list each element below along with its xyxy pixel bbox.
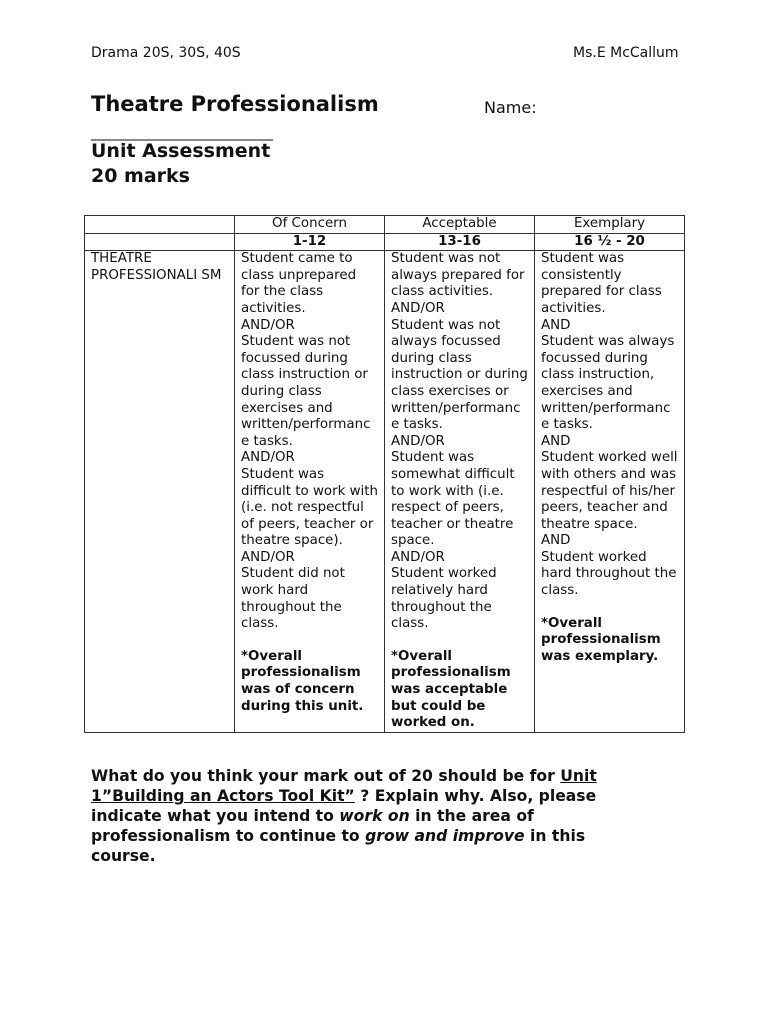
reflection-question: What do you think your mark out of 20 should be for Unit 1”Building an Actors Tool Kit” ? Explain why. Also, please indicate what you intend to work on in the area of professionalism to continue to grow and improve in this course.: [91, 767, 597, 865]
name-label: Name:: [484, 98, 537, 117]
row-label-theatre-professionalism: THEATRE PROFESSIONALI SM: [85, 251, 235, 733]
cell-of-concern: [235, 251, 385, 733]
cell-of-concern-overall: *Overall professionalism was of concern during this unit.: [241, 648, 364, 714]
range-exemplary: 16 ½ - 20: [535, 233, 685, 251]
teacher-header: Ms.E McCallum: [573, 45, 679, 61]
cell-exemplary-overall: *Overall professionalism was exemplary.: [541, 615, 661, 664]
rubric-criteria-row: [85, 251, 685, 733]
cell-of-concern-text: Student came to class unprepared for the class activities. AND/OR Student was not focussed during class instruction or during class exercises and written/performanc e tasks. AND/OR Student was difficult to work with (i.e. not respectful of peers, teacher or theatre space). AND/OR Student did not work hard throughout the class.: [241, 251, 379, 632]
cell-acceptable-text: Student was not always prepared for class activities. AND/OR Student was not always focussed during class instruction or during class exercises or written/performanc e tasks. AND/OR Student was somewhat difficult to work with (i.e. respect of peers, teacher or theatre space. AND/OR Student worked relatively hard throughout the class.: [391, 251, 528, 632]
range-of-concern: 1-12: [235, 233, 385, 251]
rubric-table: [84, 215, 685, 733]
rubric-header-empty: [85, 216, 235, 234]
rubric-range-empty: [85, 233, 235, 251]
cell-exemplary: [535, 251, 685, 733]
name-line: __________________________: [91, 125, 273, 141]
unit-assessment-heading: Unit Assessment: [91, 140, 271, 162]
grow-improve-emphasis: grow and improve: [365, 827, 525, 845]
cell-acceptable: [385, 251, 535, 733]
col-header-of-concern: Of Concern: [235, 216, 385, 234]
unit-title: Unit 1”Building an Actors Tool Kit”: [91, 767, 597, 805]
range-acceptable: 13-16: [385, 233, 535, 251]
course-header: Drama 20S, 30S, 40S: [91, 45, 241, 61]
rubric-header-row: [85, 216, 685, 234]
col-header-acceptable: Acceptable: [385, 216, 535, 234]
work-on-emphasis: work on: [339, 807, 410, 825]
col-header-exemplary: Exemplary: [535, 216, 685, 234]
cell-exemplary-text: Student was consistently prepared for class activities. AND Student was always focussed during class instruction, exercises and written/performanc e tasks. AND Student worked well with others and was respectful of his/her peers, teacher and theatre space. AND Student worked hard throughout the class.: [541, 251, 678, 599]
rubric-range-row: [85, 233, 685, 251]
marks-heading: 20 marks: [91, 165, 190, 187]
page-title: Theatre Professionalism: [91, 92, 379, 116]
cell-acceptable-overall: *Overall professionalism was acceptable but could be worked on.: [391, 648, 511, 731]
